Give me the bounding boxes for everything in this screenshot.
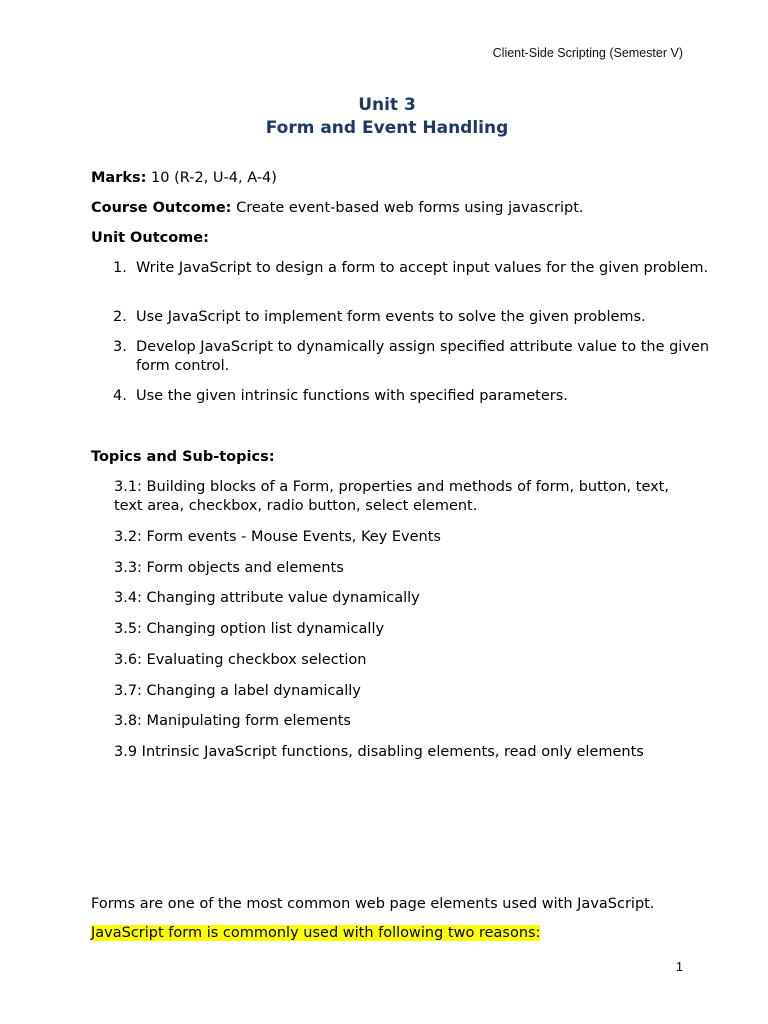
topic-item: 3.3: Form objects and elements xyxy=(114,560,344,576)
list-number: 3. xyxy=(113,339,127,355)
topic-item: 3.7: Changing a label dynamically xyxy=(114,683,361,699)
topic-item: 3.6: Evaluating checkbox selection xyxy=(114,652,367,668)
course-outcome-label: Course Outcome: xyxy=(91,200,232,216)
topic-item: 3.9 Intrinsic JavaScript functions, disabling elements, read only elements xyxy=(114,744,644,760)
topic-item: 3.5: Changing option list dynamically xyxy=(114,621,385,637)
unit-outcome-item xyxy=(91,308,736,327)
intro-paragraph: Forms are one of the most common web page elements used with JavaScript. xyxy=(91,896,655,912)
list-number: 2. xyxy=(113,309,127,325)
marks-line xyxy=(91,168,277,188)
unit-outcome-heading: Unit Outcome: xyxy=(91,230,209,246)
topics-heading: Topics and Sub-topics: xyxy=(91,449,275,465)
list-number: 4. xyxy=(113,388,127,404)
highlighted-paragraph xyxy=(91,923,540,943)
topic-item: 3.4: Changing attribute value dynamically xyxy=(114,590,420,606)
running-header: Client-Side Scripting (Semester V) xyxy=(492,46,683,60)
unit-outcome-item xyxy=(91,338,716,376)
list-number: 1. xyxy=(113,260,127,276)
marks-label: Marks: xyxy=(91,170,147,186)
highlighted-text: JavaScript form is commonly used with following two reasons: xyxy=(91,925,541,941)
unit-title: Form and Event Handling xyxy=(265,118,509,138)
list-text: Develop JavaScript to dynamically assign specified attribute value to the given form control. xyxy=(136,339,710,374)
unit-outcome-item xyxy=(91,387,716,406)
topic-item: 3.8: Manipulating form elements xyxy=(114,713,351,729)
course-outcome-line xyxy=(91,198,584,218)
unit-outcome-item xyxy=(91,259,716,278)
course-outcome-value: Create event-based web forms using javascript. xyxy=(231,200,584,216)
list-text: Use the given intrinsic functions with specified parameters. xyxy=(136,388,568,404)
title-block xyxy=(0,94,768,140)
topic-item: 3.1: Building blocks of a Form, properties and methods of form, button, text, text area, checkbox, radio button, select element. xyxy=(114,479,669,514)
unit-number: Unit 3 xyxy=(358,95,416,115)
marks-value: 10 (R-2, U-4, A-4) xyxy=(146,170,277,186)
list-text: Write JavaScript to design a form to accept input values for the given problem. xyxy=(136,260,709,276)
list-text: Use JavaScript to implement form events to solve the given problems. xyxy=(136,309,646,325)
topic-item: 3.2: Form events - Mouse Events, Key Events xyxy=(114,529,441,545)
page-number: 1 xyxy=(676,960,683,974)
